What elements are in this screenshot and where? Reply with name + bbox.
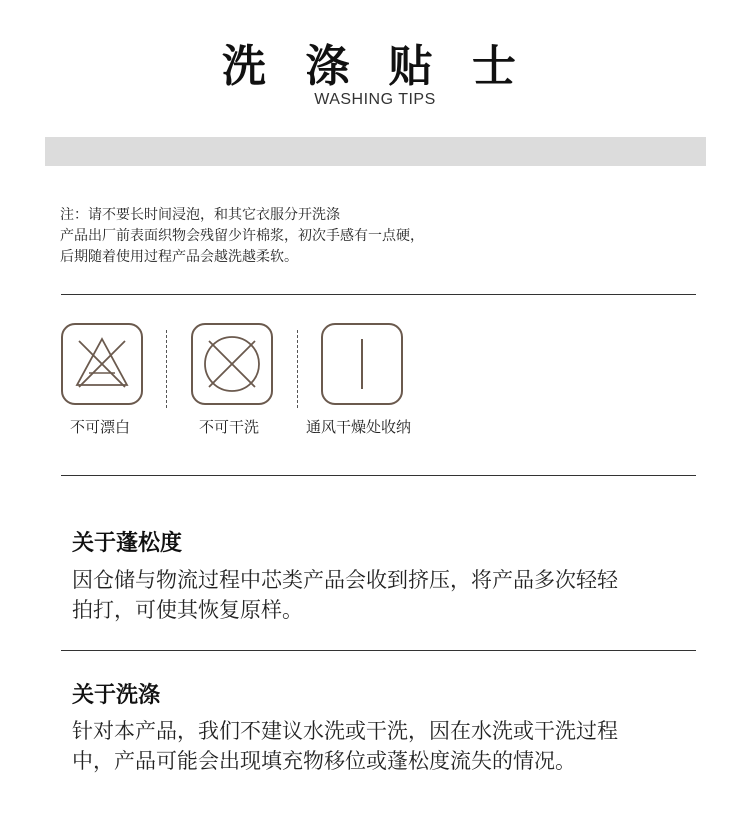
divider-line xyxy=(61,475,696,476)
dashed-separator xyxy=(297,330,298,408)
divider-bar xyxy=(45,137,706,166)
divider-line xyxy=(61,650,696,651)
line-dry-icon xyxy=(321,323,403,405)
page-title: 洗 涤 贴 士 xyxy=(222,41,528,92)
care-note xyxy=(60,205,700,268)
section-line: 因仓储与物流过程中芯类产品会收到挤压，将产品多次轻轻 xyxy=(72,568,618,592)
section-line: 针对本产品，我们不建议水洗或干洗，因在水洗或干洗过程 xyxy=(72,719,618,743)
section-title-fluffiness: 关于蓬松度 xyxy=(72,531,183,556)
care-label-no-dry-clean: 不可干洗 xyxy=(199,418,260,436)
divider-line xyxy=(61,294,696,295)
note-line: 产品出厂前表面织物会残留少许棉浆，初次手感有一点硬， xyxy=(60,228,424,244)
note-line: 后期随着使用过程产品会越洗越柔软。 xyxy=(60,249,298,265)
care-label-line-dry: 通风干燥处收纳 xyxy=(306,418,412,436)
care-label-no-bleach: 不可漂白 xyxy=(70,418,131,436)
dashed-separator xyxy=(166,330,167,408)
section-line: 中，产品可能会出现填充物移位或蓬松度流失的情况。 xyxy=(72,749,576,773)
no-bleach-icon xyxy=(61,323,143,405)
page-subtitle: WASHING TIPS xyxy=(314,91,436,108)
no-dry-clean-icon xyxy=(191,323,273,405)
section-body-fluffiness xyxy=(72,565,702,625)
note-line: 注：请不要长时间浸泡，和其它衣服分开洗涤 xyxy=(60,207,340,223)
section-body-washing xyxy=(72,716,702,776)
section-title-washing: 关于洗涤 xyxy=(72,683,161,708)
section-line: 拍打，可使其恢复原样。 xyxy=(72,598,303,622)
